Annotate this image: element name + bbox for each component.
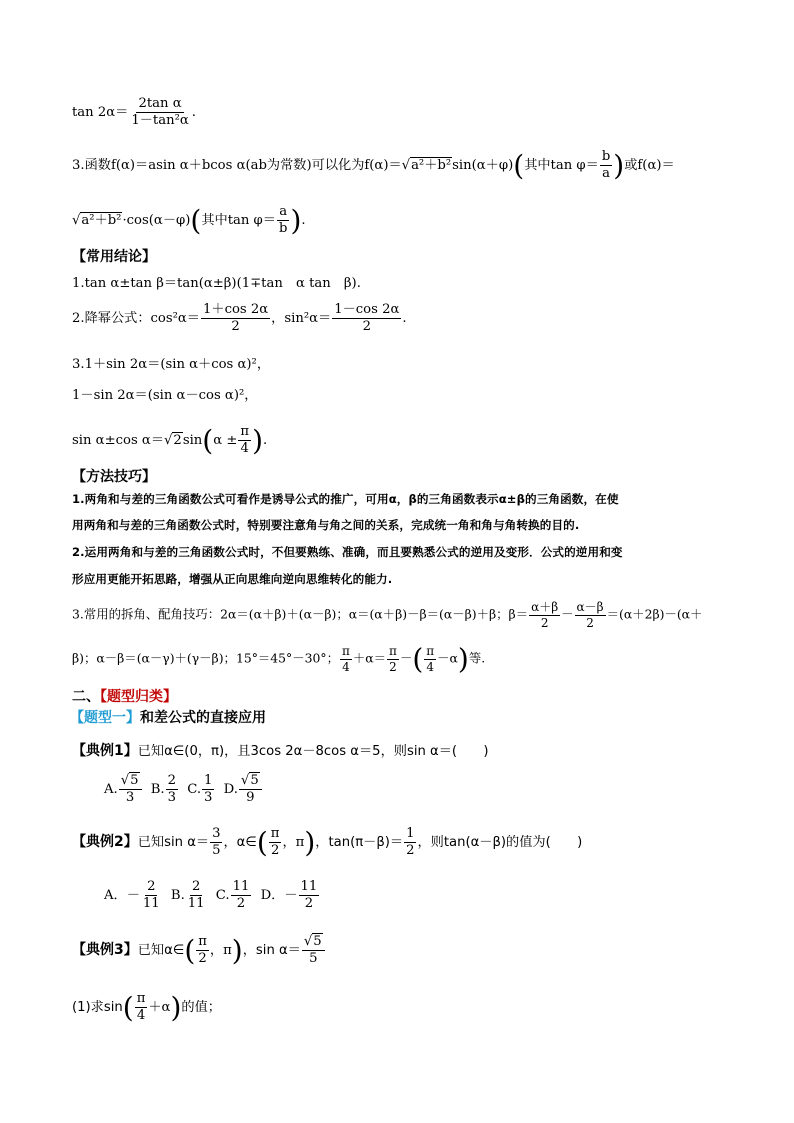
conclusion-item3a: 3.1＋sin 2α＝(sin α＋cos α)²， [72,357,271,372]
p3-num4: π [389,644,397,658]
method-p1b: 用两角和与差的三角函数公式时，特别要注意角与角之间的关系，完成统一角和角与角转换的目的. [72,518,580,532]
f3-text-c: 其中tan φ＝ [524,157,599,173]
ex2-option-c-den: 2 [236,895,246,911]
p3-den5: 4 [426,659,435,674]
type1-heading [70,711,266,725]
example3-num1: π [198,934,207,949]
ex2-option-a-label: A．－ [104,887,140,903]
types-heading-red: 【题型归类】 [100,689,177,705]
item3c-fraction [238,425,251,456]
f3-text-d: 或f(α)＝ [624,157,675,173]
types-heading [72,690,177,704]
method-p2a: 2.运用两角和与差的三角函数公式时，不但要熟练、准确，而且要熟悉公式的逆用及变形．公式的逆用和变 [72,545,623,559]
item3c-text: sin α±cos α＝ [72,432,165,448]
tan2a-denominator: 1－tan²α [131,112,189,128]
example2-den1: 5 [212,842,221,858]
option-a-num: √5 [119,774,142,790]
example3-den2: 5 [309,950,318,966]
ex2-option-d-label: D．－ [260,887,298,903]
example1-option-a [104,774,143,805]
conclusion-heading: 【常用结论】 [72,249,156,265]
item2-text-a: 2.降幂公式：cos²α＝ [72,310,200,326]
example2-options [104,880,324,911]
example2-num1: 3 [212,826,221,841]
f3-radicand2: a²＋b² [81,212,122,228]
ex2-option-b-label: B. [170,887,185,903]
example3-text-a: 已知α∈ [137,942,185,958]
tan2a-numerator: 2tan α [138,96,182,111]
example2-option-c [216,880,253,911]
item3c-den: 4 [240,440,249,456]
item3c-num: π [240,424,250,439]
option-a-frac [119,774,142,805]
ex2-option-a-den: 11 [142,895,160,911]
ex2-option-a-frac [141,880,162,911]
p3-frac4 [387,645,399,673]
example1-question [72,744,489,758]
example2-text-d: ，tan(π－β)＝ [315,834,404,850]
f3-text-a: 3.函数f(α)＝asin α＋bcos α(ab为常数)可以化为f(α)＝ [72,157,402,173]
option-c-den: 3 [204,789,213,805]
item3c-sqrt: √2 [164,432,182,448]
type1-title: 和差公式的直接应用 [140,710,266,726]
example3-q1-text-b: ＋α [148,999,171,1015]
ex2-option-c-frac [231,880,252,911]
p3-text-b: ＝(α＋2β)－(α＋ [606,606,703,622]
example3-frac1 [196,935,209,966]
option-a-den: 3 [125,789,135,805]
example3-den1: 2 [198,950,207,966]
example2-option-d [261,880,321,911]
example2-frac2 [269,827,282,858]
f3-numerator2: a [279,204,288,219]
option-a-rad: 5 [130,773,139,788]
example2-option-b [171,880,208,911]
example3-num2-rad: 5 [313,934,322,949]
option-c-frac [202,774,214,805]
example3-text-c: ，sin α＝ [242,942,301,958]
conclusion-item1: 1.tan α±tan β＝tan(α±β)(1∓tan α tan β). [72,276,361,291]
p3-text-d: ＋α＝ [352,650,387,666]
example2-text-e: ，则tan(α－β)的值为( ) [417,834,583,850]
f3-sqrt2: √a²＋b² [72,212,122,228]
p3-frac3 [340,645,352,673]
ex2-option-c-num: 11 [232,879,250,894]
example3-frac2 [302,935,325,966]
example3-q1-text-c: 的值； [181,999,221,1015]
tan2a-lhs: tan 2α＝ [72,104,129,120]
example2-option-a [104,880,163,911]
f3-numerator: b [601,149,611,164]
ex2-option-c-label: C. [215,887,230,903]
item3c-alpha: α ± [213,432,238,448]
f3-denominator: a [602,165,610,181]
formula-tan2a: tan 2α＝ $\frac{\text{2tan α}}{\text{1－tan²α}}$ . [72,96,196,128]
example2-text-b: ，α∈ [223,834,257,850]
ex2-option-d-den: 2 [304,895,314,911]
item2-fraction2 [332,303,401,334]
option-d-label: D. [223,781,238,797]
p3-frac1 [529,601,560,629]
method-p3-line1 [72,601,702,629]
option-a-label: A. [104,781,118,797]
formula-f-alpha-line1: 3.函数f(α)＝asin α＋bcos α(ab为常数)可以化为f(α)＝√a²＋b²sin(α＋φ)(其中tan φ＝ $\frac{b}{a}$ )或f(α)＝ [72,148,675,182]
p3-frac2 [575,601,606,629]
f3-fraction [600,150,612,181]
ex2-option-d-num: 11 [300,879,318,894]
example1-label: 【典例1】 [72,743,138,759]
example3-part1: (1)求sin( $\frac{\pi}{4}$ ＋α)的值； [72,990,221,1024]
example2-frac1 [210,827,222,858]
ex2-option-a-num: 2 [147,879,156,894]
f3-radicand: a²＋b² [411,157,452,173]
p3-text-g: 等. [468,650,486,666]
example2-num3: 1 [406,826,415,841]
item2-den2: 2 [362,318,371,334]
example3-text-b: ，π [209,942,232,958]
example2-text-c: ，π [282,834,305,850]
item2-fraction1 [201,303,270,334]
types-heading-prefix: 二、 [72,689,100,705]
example1-options [104,774,267,805]
item2-text-b: ，sin²α＝ [271,310,332,326]
conclusion-item3b: 1－sin 2α＝(sin α－cos α)²， [72,388,258,403]
p3-text-f: －α [437,650,458,666]
example1-option-d [224,774,263,805]
option-b-frac [166,774,178,805]
option-d-frac [239,774,262,805]
example3-q1-den: 4 [136,1007,146,1023]
example1-text: 已知α∈(0，π)，且3cos 2α－8cos α＝5，则sin α＝( ) [137,744,489,759]
example3-label: 【典例3】 [72,941,138,958]
p3-num5: π [426,644,435,658]
f3-text-e: ·cos(α－φ) [122,212,191,228]
example1-option-c [187,774,215,805]
example3-q1-frac [135,992,148,1023]
option-d-num: √5 [239,774,262,790]
f3-text-b: sin(α＋φ) [452,157,514,173]
option-c-label: C. [187,781,202,797]
example3-num2: √5 [302,935,325,951]
p3-mid: － [561,606,574,622]
ex2-option-b-frac [186,880,207,911]
option-b-num: 2 [167,773,176,788]
p3-num2: α－β [576,600,604,614]
p3-frac5 [424,645,436,673]
p3-num3: π [342,644,350,658]
f3-fraction2 [277,205,289,236]
option-d-den: 9 [246,789,255,805]
option-b-label: B. [150,781,165,797]
ex2-option-d-frac [299,880,320,911]
example2-den2: 2 [270,842,280,858]
example2-frac3 [404,827,416,858]
method-p2b: 形应用更能开拓思路，增强从正向思维向逆向思维转化的能力. [72,572,393,586]
example2-num2: π [270,826,280,841]
p3-den3: 4 [342,659,350,674]
f3-denominator2: b [278,220,288,236]
method-heading: 【方法技巧】 [72,469,156,485]
example3-q1-text-a: (1)求sin [72,999,123,1015]
ex2-option-b-den: 11 [187,895,205,911]
tan2a-fraction [129,97,190,128]
conclusion-item3c: sin α±cos α＝√2sin(α ± $\frac{\pi}{4}$ ). [72,423,268,457]
p3-den2: 2 [586,615,594,630]
item2-num2: 1－cos 2α [334,302,400,317]
p3-text-a: 3.常用的拆角、配角技巧：2α＝(α＋β)＋(α－β)；α＝(α＋β)－β＝(α－β)＋β；β＝ [72,606,529,622]
ex2-option-b-num: 2 [191,879,201,894]
type1-label: 【题型一】 [70,710,140,726]
item2-den1: 2 [231,318,240,334]
method-p3-line2: β)；α－β＝(α－γ)＋(γ－β)；15°＝45°－30°； $\frac{\pi}{4}$ ＋α＝ $\frac{\pi}{2}$ －( $\frac{\pi}{4}$ －α)等. [72,642,486,676]
option-c-num: 1 [204,773,213,788]
example2-label: 【典例2】 [72,833,138,850]
f3-text-f: 其中tan φ＝ [201,212,276,228]
item2-num1: 1＋cos 2α [203,302,269,317]
p3-den4: 2 [389,659,397,674]
item3c-radicand: 2 [173,432,182,448]
example2-text-a: 已知sin α＝ [137,834,210,850]
example2-den3: 2 [406,842,415,858]
formula-f-alpha-line2: √a²＋b²·cos(α－φ)(其中tan φ＝ $\frac{a}{b}$ ). [72,203,306,237]
conclusion-item2: 2.降幂公式：cos²α＝ $\frac{1+\cos 2\alpha}{2}$ ，sin²α＝ $\frac{1-\cos 2\alpha}{2}$ . [72,302,407,334]
p3-num1: α＋β [531,600,559,614]
f3-sqrt: √a²＋b² [401,157,452,173]
example2-question: 【典例2】已知sin α＝ $\frac{3}{5}$ ，α∈( $\frac{\pi}{2}$ ，π)，tan(π－β)＝ $\frac{1}{2}$ ，则tan(α－β)的值为( ) [72,825,583,859]
example3-question: 【典例3】已知α∈( $\frac{\pi}{2}$ ，π)，sin α＝ $\frac{√5}{5}$ [72,935,326,966]
method-p1a: 1.两角和与差的三角函数公式可看作是诱导公式的推广，可用α，β的三角函数表示α±β的三角函数，在使 [72,492,619,506]
option-b-den: 3 [167,789,176,805]
example3-q1-num: π [136,991,146,1006]
p3-den1: 2 [540,615,549,630]
item3c-sin: sin [182,432,203,448]
p3-text-c: β)；α－β＝(α－γ)＋(γ－β)；15°＝45°－30°； [72,650,339,666]
option-d-rad: 5 [250,773,259,788]
p3-text-e: － [399,650,413,666]
example1-option-b [151,774,179,805]
